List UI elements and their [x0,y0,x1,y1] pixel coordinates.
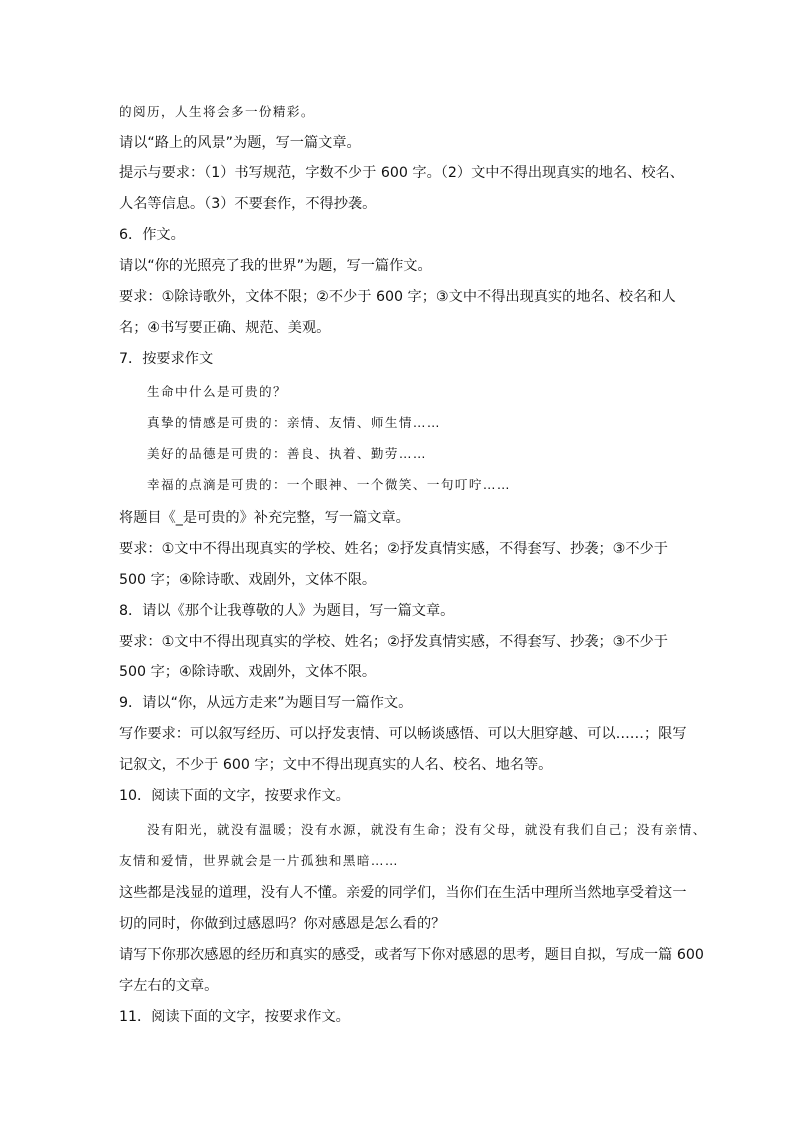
text-line: 切的同时，你做到过感恩吗？你对感恩是怎么看的？ [119,916,446,932]
text-line: 要求：①文中不得出现真实的学校、姓名；②抒发真情实感，不得套写、抄袭；③不少于 [119,541,668,557]
question-heading: 11．阅读下面的文字，按要求作文。 [119,1009,350,1025]
text-line: 将题目《_是可贵的》补充完整，写一篇文章。 [119,510,410,526]
text-line: 要求：①除诗歌外，文体不限；②不少于 600 字；③文中不得出现真实的地名、校名和人 [119,289,676,305]
text-line: 字左右的文章。 [119,978,219,994]
text-line: 人名等信息。（3）不要套作，不得抄袭。 [119,196,377,212]
text-line: 这些都是浅显的道理，没有人不懂。亲爱的同学们，当你们在生活中理所当然地享受着这一 [119,885,687,901]
text-line: 写作要求：可以叙写经历、可以抒发衷情、可以畅谈感悟、可以大胆穿越、可以……；限写 [119,726,687,742]
text-line: 请以“你的光照亮了我的世界”为题，写一篇作文。 [119,258,432,274]
question-heading: 8．请以《那个让我尊敬的人》为题目，写一篇文章。 [119,603,455,619]
question-heading: 6．作文。 [119,227,185,243]
quote-line: 友情和爱情，世界就会是一片孤独和黑暗…… [119,853,399,868]
text-line: 记叙文，不少于 600 字；文中不得出现真实的人名、校名、地名等。 [119,757,553,773]
quote-line: 真挚的情感是可贵的：亲情、友情、师生情…… [147,415,441,430]
question-heading: 10．阅读下面的文字，按要求作文。 [119,788,350,804]
text-line: 要求：①文中不得出现真实的学校、姓名；②抒发真情实感，不得套写、抄袭；③不少于 [119,634,668,650]
text-line: 提示与要求：（1）书写规范，字数不少于 600 字。（2）文中不得出现真实的地名、校名、 [119,165,684,181]
text-line: 请以“路上的风景”为题，写一篇文章。 [119,135,361,151]
quote-line: 没有阳光，就没有温暖；没有水源，就没有生命；没有父母，就没有我们自己；没有亲情、 [147,822,707,837]
text-line: 的阅历，人生将会多一份精彩。 [119,104,315,119]
text-line: 500 字；④除诗歌、戏剧外，文体不限。 [119,572,377,588]
quote-line: 幸福的点滴是可贵的：一个眼神、一个微笑、一句叮咛…… [147,477,511,492]
quote-line: 美好的品德是可贵的：善良、执着、勤劳…… [147,446,427,461]
quote-line: 生命中什么是可贵的？ [147,384,287,399]
text-line: 名；④书写要正确、规范、美观。 [119,320,331,336]
question-heading: 9．请以“你，从远方走来”为题目写一篇作文。 [119,695,413,711]
question-heading: 7．按要求作文 [119,351,214,367]
text-line: 请写下你那次感恩的经历和真实的感受，或者写下你对感恩的思考，题目自拟，写成一篇 600 [119,947,704,963]
text-line: 500 字；④除诗歌、戏剧外，文体不限。 [119,664,377,680]
